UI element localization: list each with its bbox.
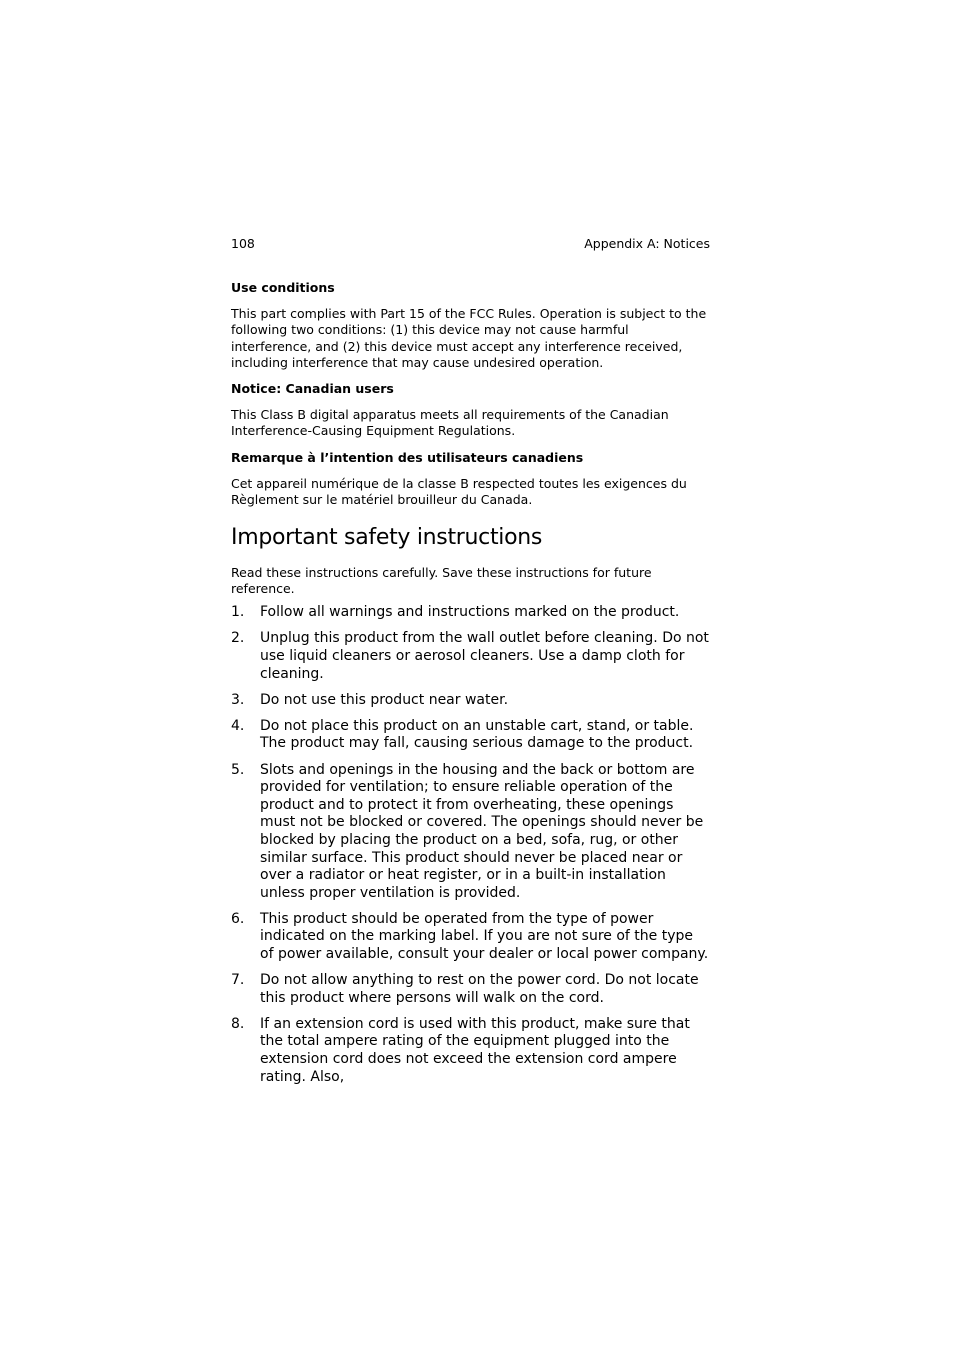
list-item [231,762,710,903]
list-item-number: 7. [231,972,245,989]
list-item-number: 1. [231,604,245,621]
list-item-number: 2. [231,630,245,647]
list-item [231,972,710,1007]
safety-intro: Read these instructions carefully. Save these instructions for future reference. [231,565,652,597]
remarque-text: Cet appareil numérique de la classe B respected toutes les exigences du Règlement sur le matériel brouilleur du Canada. [231,475,687,508]
canadian-users-heading: Notice: Canadian users [231,381,394,397]
list-item-text: If an extension cord is used with this product, make sure that the total ampere rating of the equipment plugged into the extension cord does not exceed the extension cord ampere rating. Also, [260,1015,690,1085]
running-title: Appendix A: Notices [584,236,710,251]
page-header [231,236,710,256]
list-item [231,604,710,622]
use-conditions-heading: Use conditions [231,280,335,295]
page-number: 108 [231,236,255,251]
list-item [231,718,710,753]
page-content [231,279,710,1095]
list-item-text: Do not place this product on an unstable cart, stand, or table. The product may fall, causing serious damage to the product. [260,717,694,752]
list-item-number: 5. [231,761,245,778]
canadian-users-text: This Class B digital apparatus meets all requirements of the Canadian Interference-Causing Equipment Regulations. [231,407,669,439]
list-item-number: 3. [231,691,245,708]
safety-section-title: Important safety instructions [231,525,543,551]
list-item [231,1016,710,1086]
list-item-text: Do not allow anything to rest on the power cord. Do not locate this product where persons will walk on the cord. [260,972,699,1006]
list-item [231,630,710,683]
list-item [231,692,710,710]
list-item [231,911,710,964]
list-item-number: 4. [231,717,245,734]
list-item-text: Unplug this product from the wall outlet before cleaning. Do not use liquid cleaners or aerosol cleaners. Use a damp cloth for cleaning. [260,630,709,682]
list-item-number: 6. [231,910,245,927]
safety-instructions-list [231,604,710,1086]
remarque-heading: Remarque à l’intention des utilisateurs canadiens [231,449,584,465]
list-item-text: Slots and openings in the housing and the back or bottom are provided for ventilation; to ensure reliable operation of the product and to protect it from overheating, these openings must not be blocked or covered. The openings should never be blocked by placing the product on a bed, sofa, rug, or other similar surface. This product should never be placed near or over a radiator or heat register, or in a built-in installation unless proper ventilation is provided. [260,761,704,901]
list-item-text: Do not use this product near water. [260,691,509,708]
list-item-number: 8. [231,1015,245,1032]
list-item-text: Follow all warnings and instructions marked on the product. [260,604,680,621]
use-conditions-text: This part complies with Part 15 of the FCC Rules. Operation is subject to the following two conditions: (1) this device may not cause harmful interference, and (2) this device must accept any interference received, including interference that may cause undesired operation. [231,306,707,370]
list-item-text: This product should be operated from the type of power indicated on the marking label. If you are not sure of the type of power available, consult your dealer or local power company. [260,910,709,962]
